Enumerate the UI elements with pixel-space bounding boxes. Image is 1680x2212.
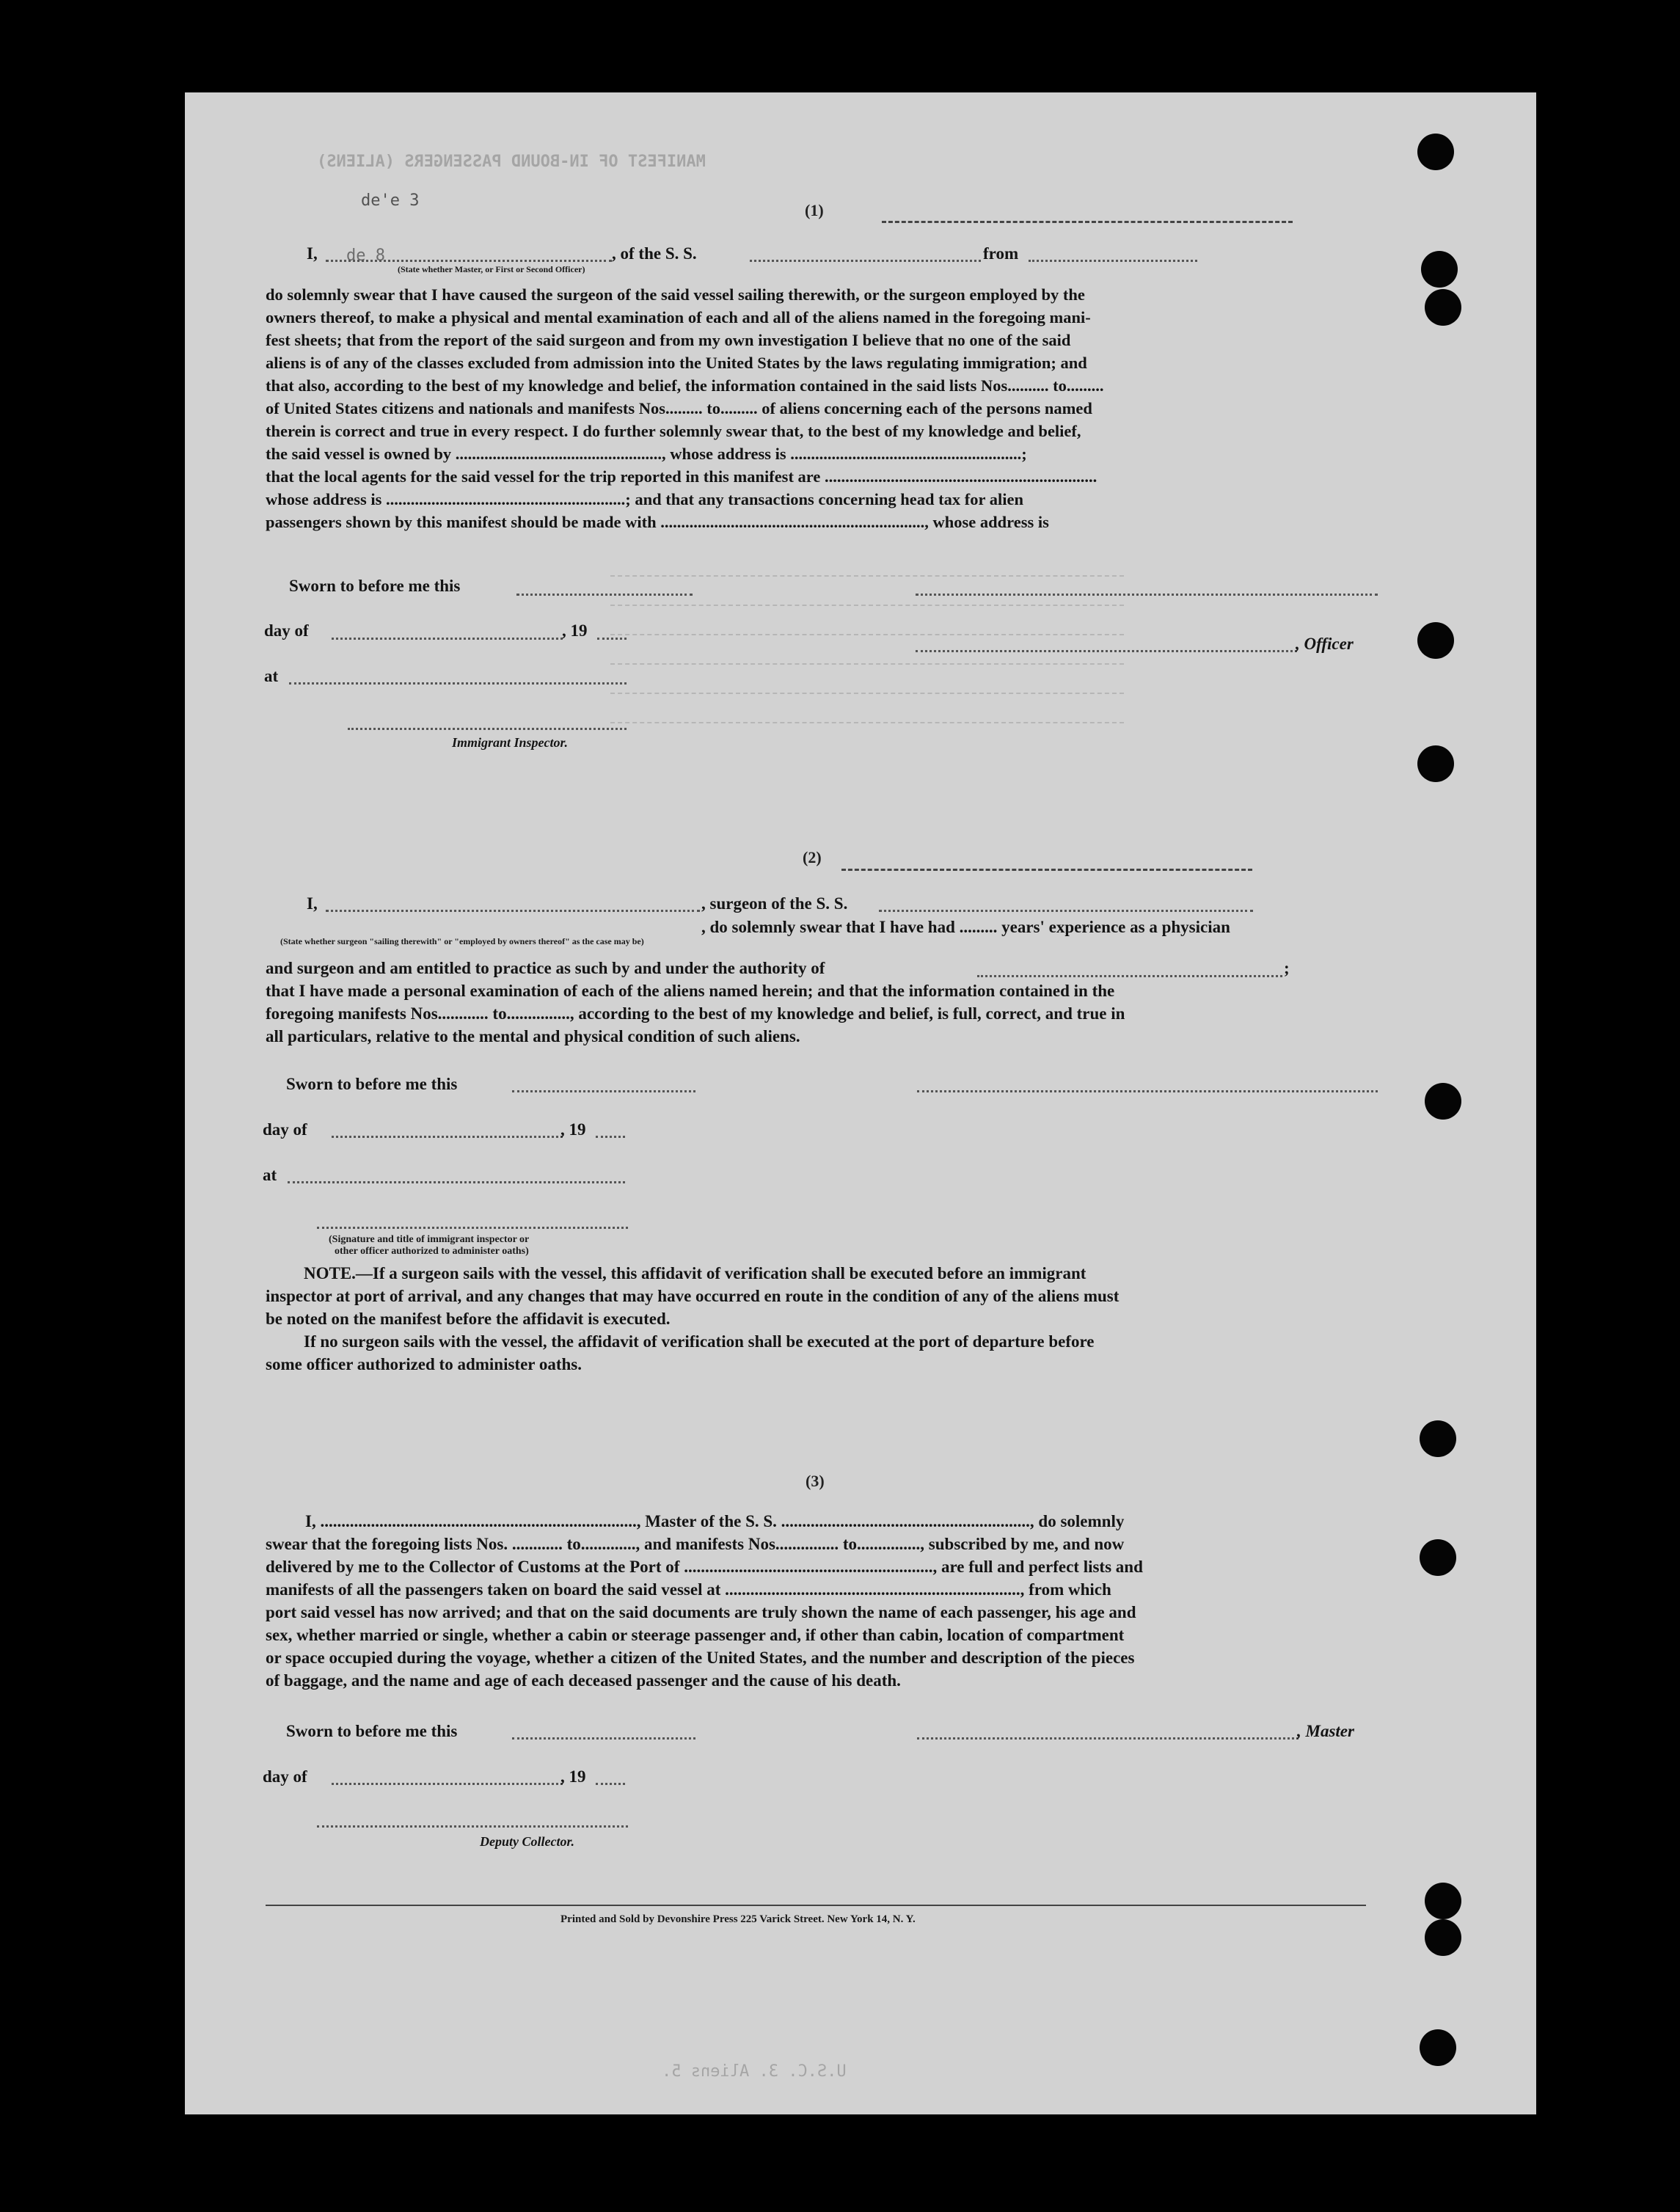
section-1-line: do solemnly swear that I have caused the surgeon of the said vessel sailing therewith, or the surgeon employed by the [266, 285, 1085, 304]
section-3-line: delivered by me to the Collector of Customs at the Port of ..........................................................., are full and perfect lists and [266, 1558, 1143, 1576]
punch-hole [1417, 745, 1454, 782]
section-3-day-field[interactable] [332, 1783, 563, 1785]
section-3-line: sex, whether married or single, whether a cabin or steerage passenger and, if other than cabin, location of compartment [266, 1626, 1125, 1644]
vessel-name-field[interactable] [750, 260, 981, 262]
section-1-line: whose address is ..........................................................; and that any transactions concerning head tax for alien [266, 490, 1023, 508]
section-1-line: therein is correct and true in every respect. I do further solemnly swear that, to the best of my knowledge and belief, [266, 422, 1081, 440]
of-ss-label: , of the S. S. [612, 244, 697, 263]
section-1-line: that also, according to the best of my knowledge and belief, the information contained in the said lists Nos.......... to......... [266, 376, 1104, 395]
section-1-sworn-field[interactable] [516, 594, 693, 596]
note-line: NOTE.—If a surgeon sails with the vessel, this affidavit of verification shall be executed before an immigrant [304, 1264, 1086, 1282]
punch-hole [1420, 1420, 1456, 1457]
section-2-year-field[interactable] [596, 1136, 625, 1138]
section-1-line: fest sheets; that from the report of the said surgeon and from my own investigation I believe that no one of the said [266, 331, 1071, 349]
section-2-line: that I have made a personal examination of each of the aliens named herein; and that the information contained in the [266, 982, 1115, 1000]
section-3-day-label: day of [263, 1767, 307, 1786]
section-2-i-prefix: I, [307, 894, 318, 913]
section-3-line: of baggage, and the name and age of each deceased passenger and the cause of his death. [266, 1671, 901, 1690]
footer-rule [266, 1905, 1366, 1906]
printer-imprint: Printed and Sold by Devonshire Press 225 Varick Street. New York 14, N. Y. [560, 1913, 916, 1925]
section-3-master-label: , Master [1297, 1722, 1354, 1740]
section-1-rule [882, 221, 1293, 223]
surgeon-vessel-field[interactable] [879, 910, 1253, 912]
signature-note-line: (Signature and title of immigrant inspector or [329, 1234, 530, 1245]
section-2-sworn-field[interactable] [512, 1090, 695, 1092]
section-1-number: (1) [805, 201, 824, 219]
section-1-day-label: day of [264, 621, 309, 640]
punch-hole [1417, 134, 1454, 170]
bleed-through-mark: de'e 3 [361, 191, 420, 210]
punch-hole [1425, 1883, 1461, 1919]
surgeon-name-field[interactable] [326, 910, 700, 912]
section-2-swear-text: , do solemnly swear that I have had ......... years' experience as a physician [701, 918, 1230, 936]
section-1-year-field[interactable] [597, 638, 627, 640]
manifest-page [185, 92, 1536, 2114]
section-3-sworn-label: Sworn to before me this [286, 1722, 458, 1740]
section-2-line: foregoing manifests Nos............ to..............., according to the best of my knowledge and belief, is full, correct, and true in [266, 1004, 1125, 1023]
bleed-through-mark: de 8 [346, 247, 385, 265]
section-2-surgeon-signature[interactable] [917, 1090, 1378, 1092]
section-2-day-label: day of [263, 1120, 307, 1139]
section-2-inspector-line[interactable] [317, 1227, 628, 1229]
bleed-through-bottom: U.S.C. 3. Aliens 5. [662, 2062, 847, 2081]
surgeon-of-label: , surgeon of the S. S. [701, 894, 848, 913]
section-1-officer-signature[interactable] [916, 594, 1378, 596]
section-1-inspector-label: Immigrant Inspector. [452, 735, 569, 750]
section-1-officer-line[interactable] [916, 650, 1297, 652]
from-label: from [983, 244, 1019, 263]
section-1-inspector-line[interactable] [348, 728, 627, 730]
section-1-line: aliens is of any of the classes excluded from admission into the United States by the laws regulating immigration; and [266, 354, 1087, 372]
section-3-line: port said vessel has now arrived; and that on the said documents are truly shown the name of each passenger, his age and [266, 1603, 1136, 1621]
section-1-year-label: , 19 [562, 621, 588, 640]
section-1-line: of United States citizens and nationals and manifests Nos......... to......... of aliens concerning each of the persons named [266, 399, 1092, 417]
signature-note-line: other officer authorized to administer oaths) [335, 1246, 529, 1257]
section-3-line: manifests of all the passengers taken on board the said vessel at ......................................................................, from which [266, 1580, 1111, 1599]
section-3-number: (3) [806, 1472, 825, 1490]
section-1-officer-label: , Officer [1296, 635, 1354, 653]
section-2-year-label: , 19 [560, 1120, 586, 1139]
section-3-deputy-line[interactable] [317, 1825, 628, 1828]
section-2-rule [841, 869, 1252, 871]
punch-hole [1425, 1083, 1461, 1120]
bleed-through-heading: MANIFEST OF IN-BOUND PASSENGERS (ALIENS) [317, 153, 706, 171]
section-2-at-label: at [263, 1166, 277, 1184]
bleed-through-block [610, 562, 1124, 943]
punch-hole [1417, 622, 1454, 659]
section-1-sworn-label: Sworn to before me this [289, 577, 461, 595]
section-3-line: I, ..........................................................................., Master of the S. S. ..........................................................., do solemnly [305, 1512, 1125, 1530]
section-1-day-field[interactable] [332, 638, 563, 640]
note-line: inspector at port of arrival, and any changes that may have occurred en route in the condition of any of the aliens must [266, 1287, 1120, 1305]
surgeon-note: (State whether surgeon "sailing therewith" or "employed by owners thereof" as the case may be) [280, 936, 644, 946]
section-1-body [266, 285, 1432, 533]
section-1-i-prefix: I, [307, 244, 318, 263]
section-1-line: the said vessel is owned by .................................................., whose address is ........................................................; [266, 445, 1027, 463]
section-1-at-label: at [264, 667, 279, 685]
section-1-line: owners thereof, to make a physical and mental examination of each and all of the aliens named in the foregoing mani- [266, 308, 1091, 326]
section-2-line: and surgeon and am entitled to practice as such by and under the authority of [266, 959, 825, 977]
section-2-sworn-label: Sworn to before me this [286, 1075, 458, 1093]
section-1-line: that the local agents for the said vessel for the trip reported in this manifest are .................................................................. [266, 467, 1098, 486]
note-line: If no surgeon sails with the vessel, the affidavit of verification shall be executed at the port of departure before [304, 1332, 1095, 1351]
master-note: (State whether Master, or First or Second Officer) [398, 264, 585, 274]
authority-field[interactable] [977, 975, 1282, 977]
section-3-line: swear that the foregoing lists Nos. ............ to............., and manifests Nos............... to..............., subscribed by me, and now [266, 1535, 1125, 1553]
section-2-number: (2) [803, 848, 822, 866]
section-3-line: or space occupied during the voyage, whether a citizen of the United States, and the number and description of the pieces [266, 1649, 1135, 1667]
section-1-at-field[interactable] [289, 682, 627, 685]
section-3-year-label: , 19 [560, 1767, 586, 1786]
section-2-at-field[interactable] [288, 1181, 625, 1183]
note-line: be noted on the manifest before the affidavit is executed. [266, 1310, 671, 1328]
master-name-field[interactable] [326, 260, 612, 262]
section-1-line: passengers shown by this manifest should be made with ................................................................, whose address is [266, 513, 1049, 531]
section-2-day-field[interactable] [332, 1136, 563, 1138]
punch-hole [1420, 1539, 1456, 1576]
note-line: some officer authorized to administer oaths. [266, 1355, 582, 1373]
section-3-deputy-label: Deputy Collector. [480, 1834, 574, 1849]
from-port-field[interactable] [1029, 260, 1197, 262]
punch-hole [1425, 1919, 1461, 1956]
section-3-sworn-field[interactable] [512, 1737, 695, 1740]
section-3-year-field[interactable] [596, 1783, 625, 1785]
punch-hole [1420, 2029, 1456, 2066]
punch-hole [1421, 251, 1458, 288]
section-2-semicolon: ; [1284, 959, 1290, 977]
section-3-master-signature[interactable] [917, 1737, 1299, 1740]
section-2-line: all particulars, relative to the mental and physical condition of such aliens. [266, 1027, 800, 1045]
